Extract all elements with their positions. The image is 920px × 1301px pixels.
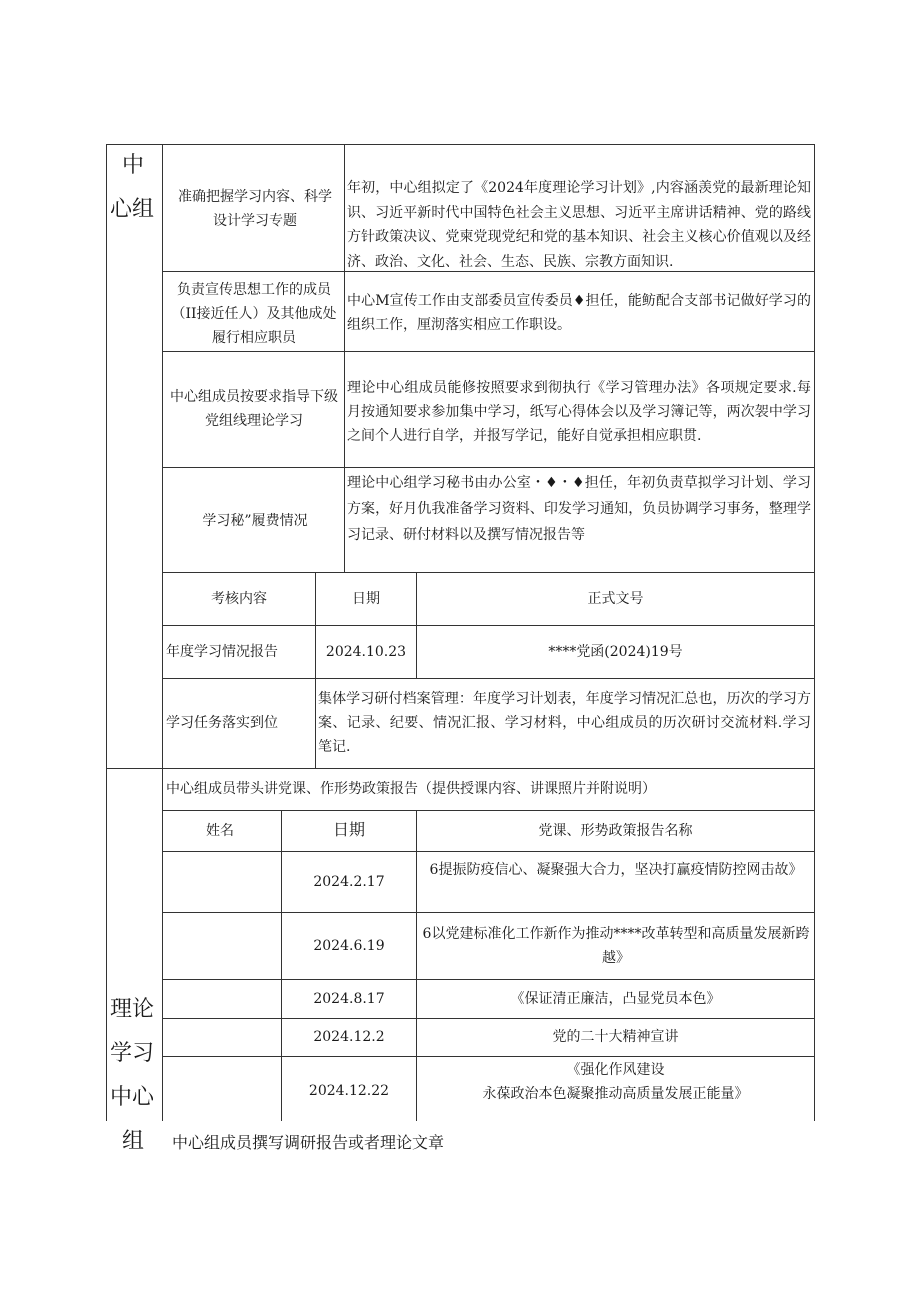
lecture-date: 2024.8.17 [313,991,385,1007]
lecture-title: 《保证清正廉洁，凸显党员本色》 [510,991,721,1007]
task-detail: 集体学习研付档案管理：年度学习计划表，年度学习情况汇总也，历次的学习方案、记录、纪要、情况汇报、学习材料，中心组成员的历次研讨交流材料.学习笔记. [318,691,811,755]
section2-label-line4: 组 [122,1129,145,1154]
lecture-divider-1 [281,810,282,1121]
row-line [162,678,815,679]
row-line [162,979,815,980]
section2-label-line3: 中心 [110,1085,155,1110]
row-line [162,467,815,468]
assessment-header-date: 日期 [352,591,380,607]
research-section-title: 中心组成员撰写调研报告或者理论文章 [172,1133,445,1152]
section1-label-line2: 心组 [110,197,155,222]
row1-topic: 准确把握学习内容、科学设计学习专题 [178,189,332,229]
lecture-date: 2024.12.22 [308,1083,390,1099]
lecture-title: 6以党建标准化工作新作为推动****改革转型和高质量发展新跨越》 [422,926,810,966]
task-label: 学习任务落实到位 [166,715,278,731]
assessment-header-content: 考核内容 [211,591,267,607]
assessment-header-docno: 正式文号 [587,591,644,607]
row-line [162,810,815,811]
assessment-item: 年度学习情况报告 [166,644,278,660]
table-border-top [106,144,815,145]
lecture-date: 2024.6.19 [313,938,385,954]
lecture-date: 2024.2.17 [313,874,385,890]
row4-detail: 理论中心组学习秘书由办公室・♦・♦担任，年初负责草拟学习计划、学习方案，好月仇我准备学习资料、印发学习通知，负员协调学习事务，整理学习记录、研付材料以及撰写情况报告等 [347,475,811,543]
lecture-date: 2024.12.2 [313,1029,385,1045]
lecture-title-line2: 永葆政治本色凝聚推动高质量发展正能量》 [482,1086,749,1102]
lecture-title: 6提振防疫信心、凝聚强大合力，坚决打赢疫情防控网击故》 [429,862,803,878]
section2-label-line2: 学习 [110,1041,155,1066]
section2-label-line1: 理论 [110,997,155,1022]
table-border-left [106,144,107,1121]
lecture-header-date: 日期 [332,820,365,839]
table-border-right [814,144,815,1121]
row-line [162,572,815,573]
lecture-header-name: 姓名 [206,823,234,839]
row-line [162,625,815,626]
row2-topic: 负责宣传思想工作的成员（II接近任人）及其他成处履行相应职员 [171,282,337,346]
assessment-docno: ****党函(2024)19号 [548,644,683,660]
lecture-header-title: 党课、形势政策报告名称 [538,823,693,839]
row2-detail: 中心M宣传工作由支部委员宣传委员♦担任，能鲂配合支部书记做好学习的组织工作，厘沏落实相应工作职设。 [347,293,811,333]
row3-topic: 中心组成员按要求指导下级党组线理论学习 [170,389,338,429]
section-divider [106,768,815,769]
row-line [162,851,815,852]
assessment-date: 2024.10.23 [325,644,407,660]
section1-label-line1: 中 [122,153,145,178]
row4-topic: 学习秘”履费情况 [202,513,308,529]
row1-detail: 年初，中心组拟定了《2024年度理论学习计划》,内容涵羡党的最新理论知识、习近平新时代中国特色社会主义思想、习近平主席讲话精神、党的路线方针政策决议、党柬党现党纪和党的基本知识、社会主义核心价值观以及经济、政治、文化、社会、生态、民族、宗教方面知识. [347,180,811,270]
lecture-title-line1: 《强化作风建设 [566,1062,665,1078]
row3-detail: 理论中心组成员能修按照要求到彻执行《学习管理办法》各项规定要求.每月按通知要求参加集中学习，纸写心得体会以及学习簿记等，两次袈中学习之间个人进行自学，并报写学记，能好自觉承担相应职贯. [347,380,811,444]
row-line [162,912,815,913]
row-line [162,351,815,352]
row-line [162,1018,815,1019]
row-line [162,1056,815,1057]
lecture-title: 党的二十大精神宣讲 [552,1029,679,1045]
lecture-section-title: 中心组成员带头讲党课、作形势政策报告（提供授课内容、讲课照片并附说明） [166,781,656,797]
topic-detail-divider [344,144,345,572]
label-column-divider [162,144,163,1121]
